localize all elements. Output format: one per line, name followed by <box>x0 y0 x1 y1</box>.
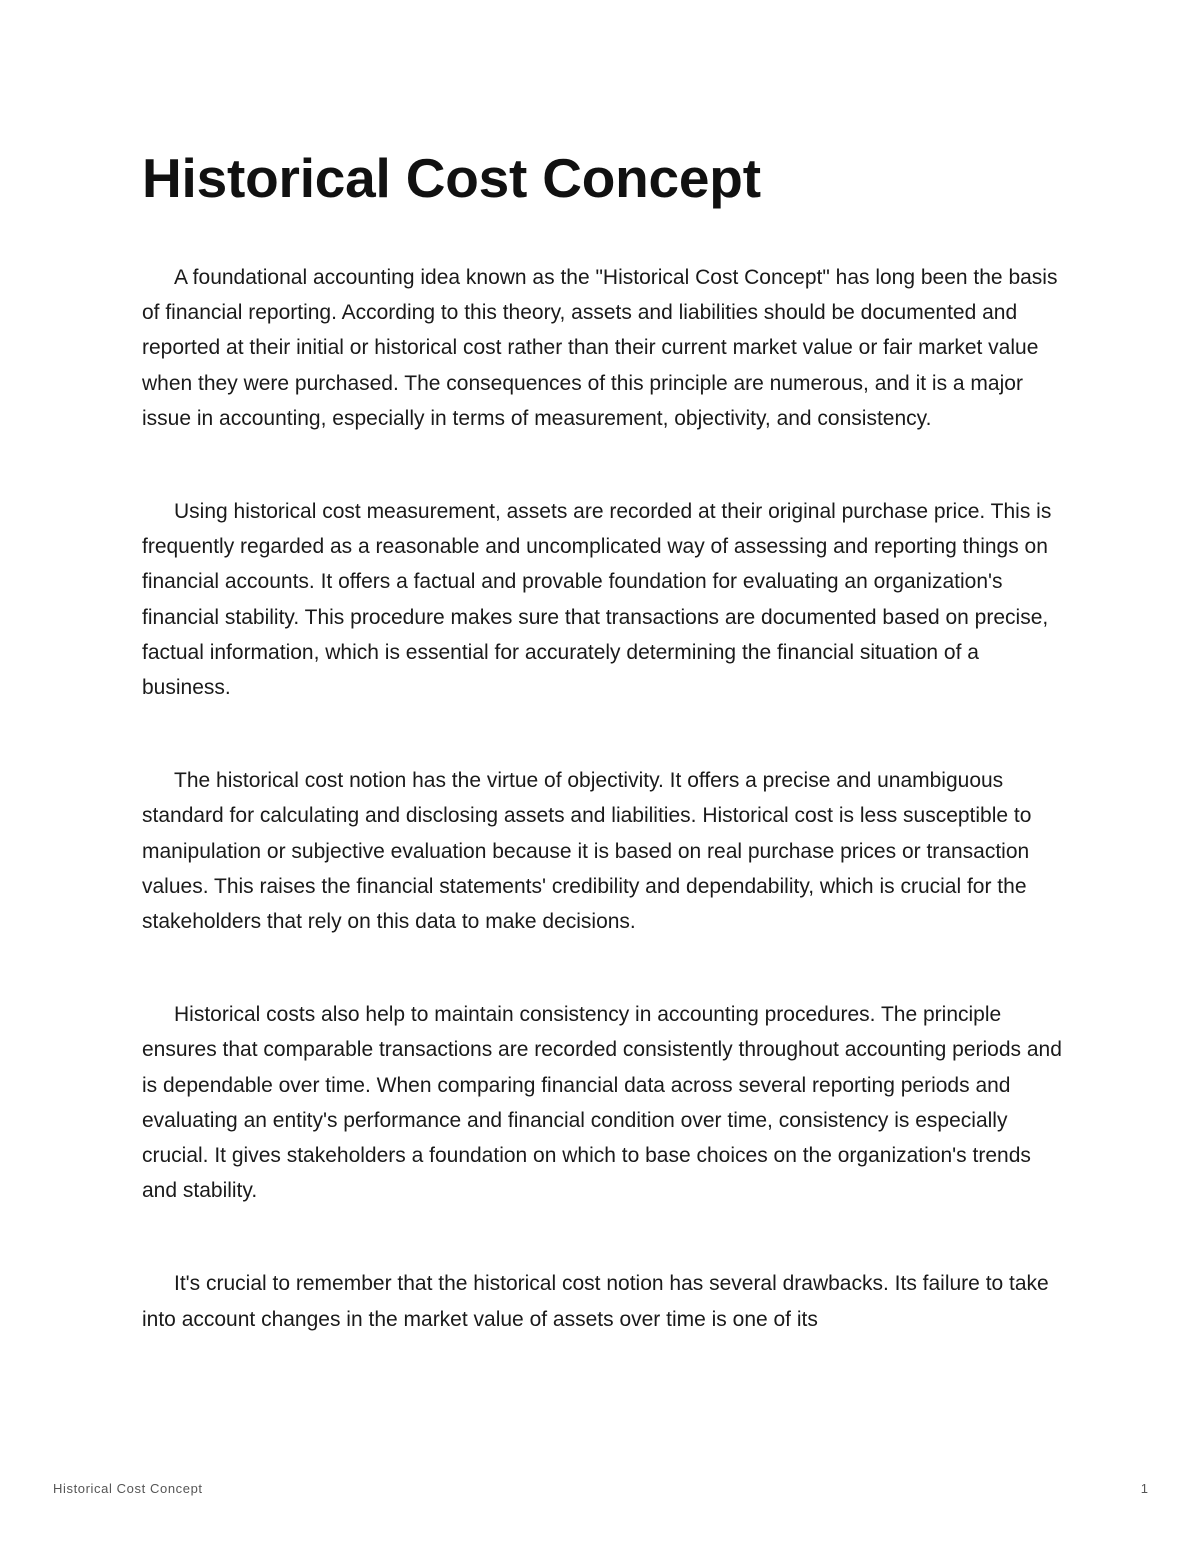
paragraph-1: A foundational accounting idea known as the "Historical Cost Concept" has long been the basis of financial reporting. According to this theory, assets and liabilities should be documented and reported at their initial or historical cost rather than their current market value or fair market value when they were purchased. The consequences of this principle are numerous, and it is a major issue in accounting, especially in terms of measurement, objectivity, and consistency. <box>142 266 1058 430</box>
document-title: Historical Cost Concept <box>142 147 761 209</box>
paragraph-5: It's crucial to remember that the historical cost notion has several drawbacks. Its failure to take into account changes in the market value of assets over time is one of its <box>142 1272 1049 1331</box>
document-body <box>142 146 1064 1337</box>
paragraph-4: Historical costs also help to maintain consistency in accounting procedures. The principle ensures that comparable transactions are recorded consistently throughout accounting periods and is dependable over time. When comparing financial data across several reporting periods and evaluating an entity's performance and financial condition over time, consistency is especially crucial. It gives stakeholders a foundation on which to base choices on the organization's trends and stability. <box>142 1003 1062 1203</box>
footer-running-title: Historical Cost Concept <box>53 1481 203 1496</box>
paragraph-2: Using historical cost measurement, assets are recorded at their original purchase price. This is frequently regarded as a reasonable and uncomplicated way of assessing and reporting things on financial accounts. It offers a factual and provable foundation for evaluating an organization's financial stability. This procedure makes sure that transactions are documented based on precise, factual information, which is essential for accurately determining the financial situation of a business. <box>142 500 1052 700</box>
paragraph-3: The historical cost notion has the virtue of objectivity. It offers a precise and unambiguous standard for calculating and disclosing assets and liabilities. Historical cost is less susceptible to manipulation or subjective evaluation because it is based on real purchase prices or transaction values. This raises the financial statements' credibility and dependability, which is crucial for the stakeholders that rely on this data to make decisions. <box>142 769 1032 934</box>
footer-page-number: 1 <box>1140 1481 1148 1496</box>
